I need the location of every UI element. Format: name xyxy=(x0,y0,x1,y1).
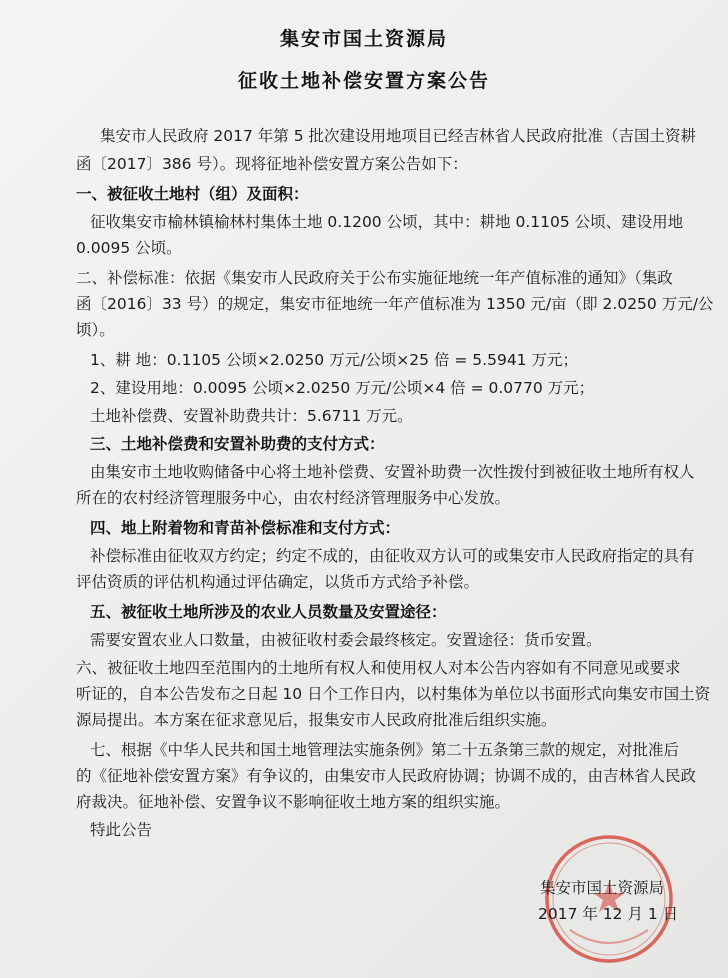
section-6-line-3: 源局提出。本方案在征求意见后，报集安市人民政府批准后组织实施。 xyxy=(76,711,557,729)
section-3-heading: 三、土地补偿费和安置补助费的支付方式： xyxy=(90,435,385,453)
section-1-line-1: 征收集安市榆林镇榆林村集体土地 0.1200 公顷，其中：耕地 0.1105 公顷、建设用地 xyxy=(90,213,684,231)
section-1-heading: 一、被征收土地村（组）及面积： xyxy=(76,185,309,203)
section-7-line-3: 府裁决。征地补偿、安置争议不影响征收土地方案的组织实施。 xyxy=(76,793,511,811)
closing-remark: 特此公告 xyxy=(90,821,153,839)
intro-line-2: 函〔2017〕386 号）。现将征地补偿安置方案公告如下： xyxy=(76,155,468,173)
section-2-line-2: 函〔2016〕33 号）的规定，集安市征地统一年产值标准为 1350 元/亩（即 2.0250 万元/公 xyxy=(76,295,714,313)
compensation-total: 土地补偿费、安置补助费共计：5.6711 万元。 xyxy=(90,407,413,425)
section-1-line-2: 0.0095 公顷。 xyxy=(76,239,182,257)
section-4-line-2: 评估资质的评估机构通过评估确定，以货币方式给予补偿。 xyxy=(76,573,480,591)
notice-title: 征收土地补偿安置方案公告 xyxy=(237,70,490,92)
signature-date: 2017 年 12 月 1 日 xyxy=(538,905,679,923)
section-7-line-1: 七、根据《中华人民共和国土地管理法实施条例》第二十五条第三款的规定，对批准后 xyxy=(90,741,680,759)
issuer-heading: 集安市国土资源局 xyxy=(279,28,448,50)
section-5-line-1: 需要安置农业人口数量，由被征收村委会最终核定。安置途径：货币安置。 xyxy=(90,631,602,649)
section-2-line-1: 二、补偿标准：依据《集安市人民政府关于公布实施征地统一年产值标准的通知》（集政 xyxy=(76,269,673,287)
section-4-line-1: 补偿标准由征收双方约定；约定不成的，由征收双方认可的或集安市人民政府指定的具有 xyxy=(90,547,695,565)
signature-organization: 集安市国土资源局 xyxy=(540,879,665,897)
official-seal-icon xyxy=(540,830,678,968)
section-4-heading: 四、地上附着物和青苗补偿标准和支付方式： xyxy=(90,519,401,537)
section-6-line-1: 六、被征收土地四至范围内的土地所有权人和使用权人对本公告内容如有不同意见或要求 xyxy=(76,659,681,677)
section-3-line-2: 所在的农村经济管理服务中心，由农村经济管理服务中心发放。 xyxy=(76,489,511,507)
intro-line-1: 集安市人民政府 2017 年第 5 批次建设用地项目已经吉林省人民政府批准（吉国土资耕 xyxy=(100,127,697,145)
section-5-heading: 五、被征收土地所涉及的农业人员数量及安置途径： xyxy=(90,603,447,621)
section-6-line-2: 听证的，自本公告发布之日起 10 日个工作日内，以村集体为单位以书面形式向集安市国土资 xyxy=(76,685,711,703)
section-2-line-3: 顷）。 xyxy=(76,321,115,339)
calc-construction-land: 2、建设用地：0.0095 公顷×2.0250 万元/公顷×4 倍 = 0.0770 万元； xyxy=(90,379,595,397)
section-3-line-1: 由集安市土地收购储备中心将土地补偿费、安置补助费一次性拨付到被征收土地所有权人 xyxy=(90,463,695,481)
calc-farmland: 1、耕 地：0.1105 公顷×2.0250 万元/公顷×25 倍 = 5.5941 万元； xyxy=(90,351,578,369)
section-7-line-2: 的《征地补偿安置方案》有争议的，由集安市人民政府协调；协调不成的，由吉林省人民政 xyxy=(76,767,697,785)
